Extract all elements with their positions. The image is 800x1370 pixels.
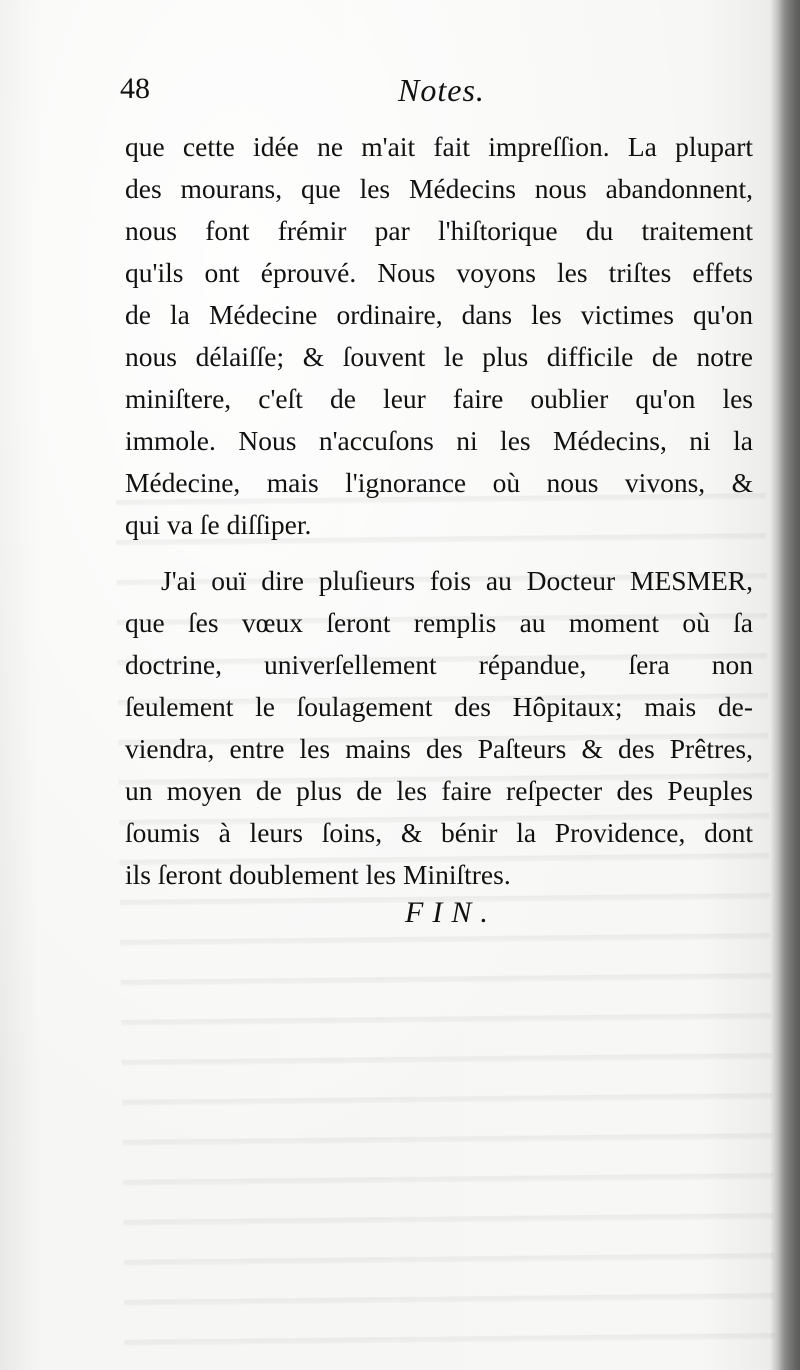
text-line: miniſtere, c'eſt de leur faire oublier qu'on les (125, 383, 753, 414)
body-text (125, 126, 753, 896)
running-head: Notes. (398, 72, 485, 108)
page-number: 48 (120, 72, 150, 105)
text-line: J'ai ouï dire pluſieurs fois au Docteur MESMER, (161, 565, 753, 596)
text-line: que ſes vœux ſeront remplis au moment où ſa (125, 607, 753, 638)
page-edge-shadow (778, 0, 800, 1370)
text-line: ſoumis à leurs ſoins, & bénir la Providence, dont (125, 817, 753, 848)
text-line: nous font frémir par l'hiſtorique du traitement (125, 215, 753, 246)
text-line: de la Médecine ordinaire, dans les victimes qu'on (125, 299, 753, 330)
text-line: que cette idée ne m'ait fait impreſſion. La plupart (125, 131, 753, 162)
text-line: viendra, entre les mains des Paſteurs & des Prêtres, (125, 733, 753, 764)
text-line: Médecine, mais l'ignorance où nous vivons, & (125, 467, 753, 498)
text-line: qui va ſe diſſiper. (125, 509, 312, 540)
text-line: des mourans, que les Médecins nous abandonnent, (125, 173, 753, 204)
text-line: doctrine, univerſellement répandue, ſera non (125, 649, 753, 680)
text-line: ſeulement le ſoulagement des Hôpitaux; mais de- (125, 691, 753, 722)
paragraph-1 (125, 126, 753, 546)
page-header (120, 72, 485, 116)
text-line: immole. Nous n'accuſons ni les Médecins, ni la (125, 425, 753, 456)
text-line: ils ſeront doublement les Miniſtres. (125, 859, 511, 890)
paragraph-2 (125, 560, 753, 896)
text-line: nous délaiſſe; & ſouvent le plus difficile de notre (125, 341, 753, 372)
text-line: un moyen de plus de les faire reſpecter des Peuples (125, 775, 753, 806)
end-mark: FIN. (405, 896, 497, 929)
text-line: qu'ils ont éprouvé. Nous voyons les triſtes effets (125, 257, 753, 288)
